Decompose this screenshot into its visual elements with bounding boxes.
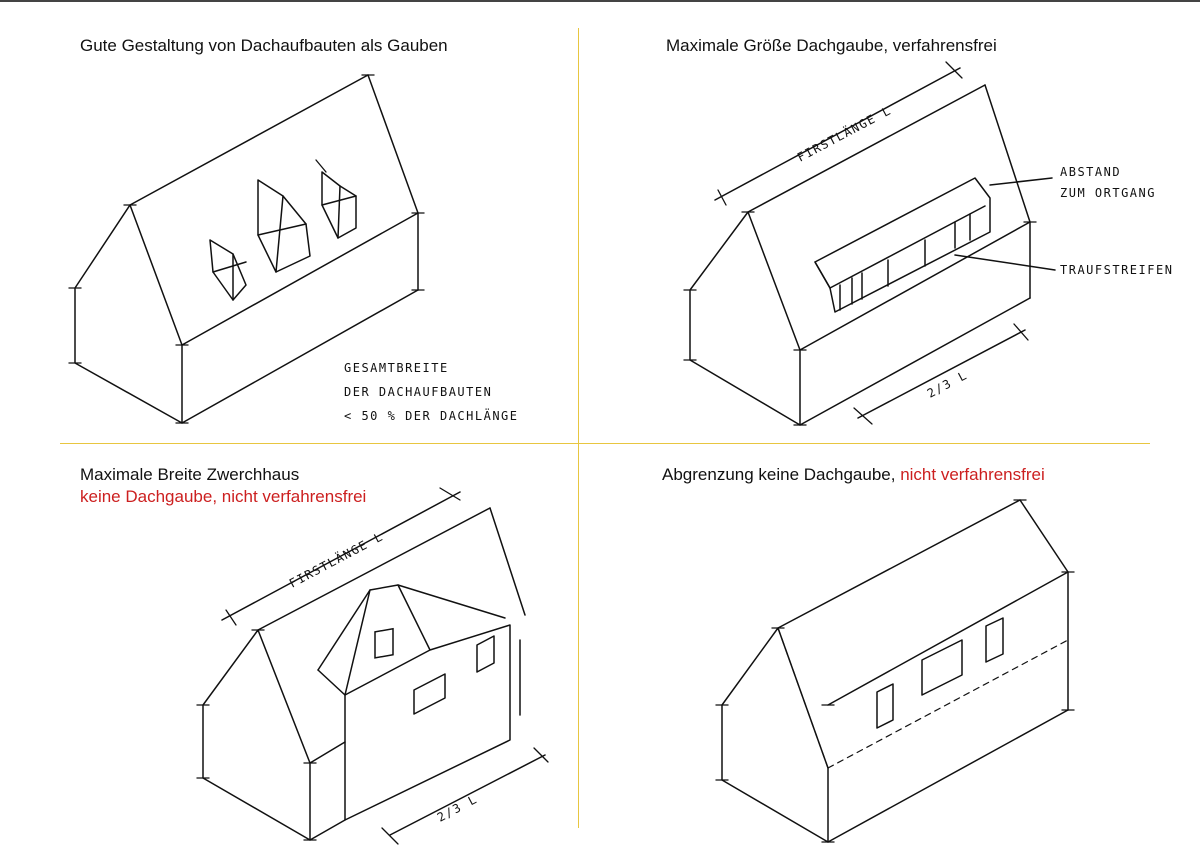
house-outline <box>722 628 828 842</box>
note-line-3: < 50 % DER DACHLÄNGE <box>344 409 519 423</box>
rear-gable-edge <box>1020 500 1068 572</box>
panel-title: Gute Gestaltung von Dachaufbauten als Gauben <box>80 36 448 55</box>
title-part-red: nicht verfahrensfrei <box>900 465 1045 484</box>
note-line-1: GESAMTBREITE <box>344 361 449 375</box>
title-part-main: Abgrenzung keine Dachgaube, <box>662 465 901 484</box>
ridge-length-label: FIRSTLÄNGE L <box>794 103 894 165</box>
panel-title-line-1: Maximale Breite Zwerchhaus <box>80 465 300 484</box>
ridge-length-label: FIRSTLÄNGE L <box>286 529 386 591</box>
distance-label-line-1: ABSTAND <box>1060 165 1122 179</box>
two-thirds-label: 2/3 L <box>434 791 480 825</box>
title-part-main: Maximale Größe Dachgaube, <box>666 36 893 55</box>
eaves-strip-label: TRAUFSTREIFEN <box>1060 263 1174 277</box>
distance-label-line-2: ZUM ORTGANG <box>1060 186 1156 200</box>
window-3 <box>986 618 1003 662</box>
two-thirds-label: 2/3 L <box>924 367 970 401</box>
window-2 <box>922 640 962 695</box>
note-line-2: DER DACHAUFBAUTEN <box>344 385 493 399</box>
base-line <box>828 710 1068 842</box>
title-part-secondary: verfahrensfrei <box>892 36 997 55</box>
ridge-line <box>778 500 1020 628</box>
boundary-dashed-eave <box>828 640 1068 768</box>
panel-title-line-2: keine Dachgaube, nicht verfahrensfrei <box>80 487 367 506</box>
window-1 <box>877 684 893 728</box>
